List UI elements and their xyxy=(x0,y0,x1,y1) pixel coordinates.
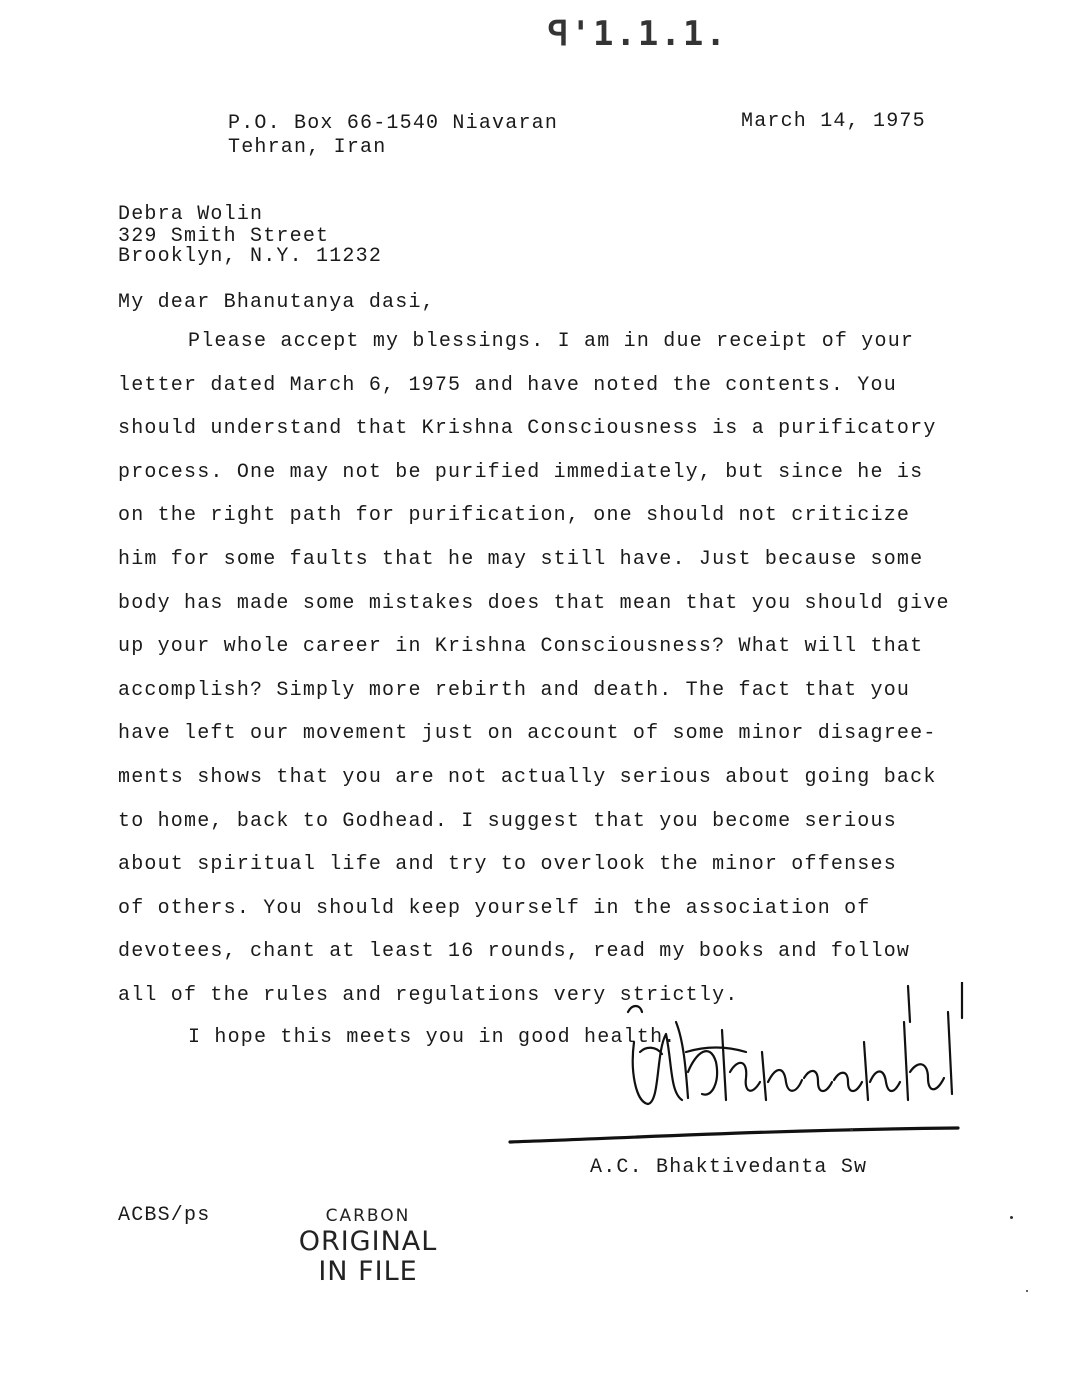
recipient-name: Debra Wolin xyxy=(118,203,264,226)
stamp-line-2: ORIGINAL xyxy=(298,1226,438,1257)
typist-initials: ACBS/ps xyxy=(118,1204,211,1227)
signer-name: A.C. Bhaktivedanta Sw xyxy=(590,1156,868,1179)
body-line: to home, back to Godhead. I suggest that you become serious xyxy=(118,809,897,833)
body-line: about spiritual life and try to overlook the minor offenses xyxy=(118,853,897,877)
body-line: process. One may not be purified immediately, but since he is xyxy=(118,460,924,484)
body-line: Please accept my blessings. I am in due receipt of your xyxy=(188,330,915,353)
closing-line: I hope this meets you in good health. xyxy=(188,1026,677,1049)
scan-speck xyxy=(1010,1216,1013,1219)
recipient-city: Brooklyn, N.Y. 11232 xyxy=(118,245,383,268)
letter-body xyxy=(118,330,968,1028)
body-line: on the right path for purification, one should not criticize xyxy=(118,504,911,528)
handwritten-signature xyxy=(626,982,966,1130)
letter-date: March 14, 1975 xyxy=(741,110,926,133)
body-line: letter dated March 6, 1975 and have noted the contents. You xyxy=(118,373,897,397)
carbon-original-stamp xyxy=(288,1206,448,1286)
sender-address-line-1: P.O. Box 66-1540 Niavaran xyxy=(228,112,559,135)
body-line: up your whole career in Krishna Consciousness? What will that xyxy=(118,635,924,659)
body-line: body has made some mistakes does that mean that you should give xyxy=(118,591,950,615)
file-stamp: ꟼ'1.1.1. xyxy=(548,14,728,54)
body-line: of others. You should keep yourself in the association of xyxy=(118,896,871,920)
signature-underline xyxy=(508,1126,960,1148)
body-line: should understand that Krishna Consciousness is a purificatory xyxy=(118,417,937,441)
scan-speck xyxy=(850,1128,853,1131)
sender-address-line-2: Tehran, Iran xyxy=(228,136,387,159)
body-line: accomplish? Simply more rebirth and death. The fact that you xyxy=(118,678,911,702)
body-line: ments shows that you are not actually serious about going back xyxy=(118,765,937,789)
body-line: all of the rules and regulations very strictly. xyxy=(118,983,739,1007)
stamp-line-3: IN FILE xyxy=(318,1256,418,1287)
body-line: have left our movement just on account of some minor disagree- xyxy=(118,722,937,746)
body-line: him for some faults that he may still have. Just because some xyxy=(118,547,924,571)
scan-speck xyxy=(1026,1290,1028,1292)
recipient-street: 329 Smith Street xyxy=(118,225,330,248)
salutation: My dear Bhanutanya dasi, xyxy=(118,291,435,314)
body-line: devotees, chant at least 16 rounds, read my books and follow xyxy=(118,940,911,964)
stamp-line-1: CARBON xyxy=(325,1206,411,1226)
